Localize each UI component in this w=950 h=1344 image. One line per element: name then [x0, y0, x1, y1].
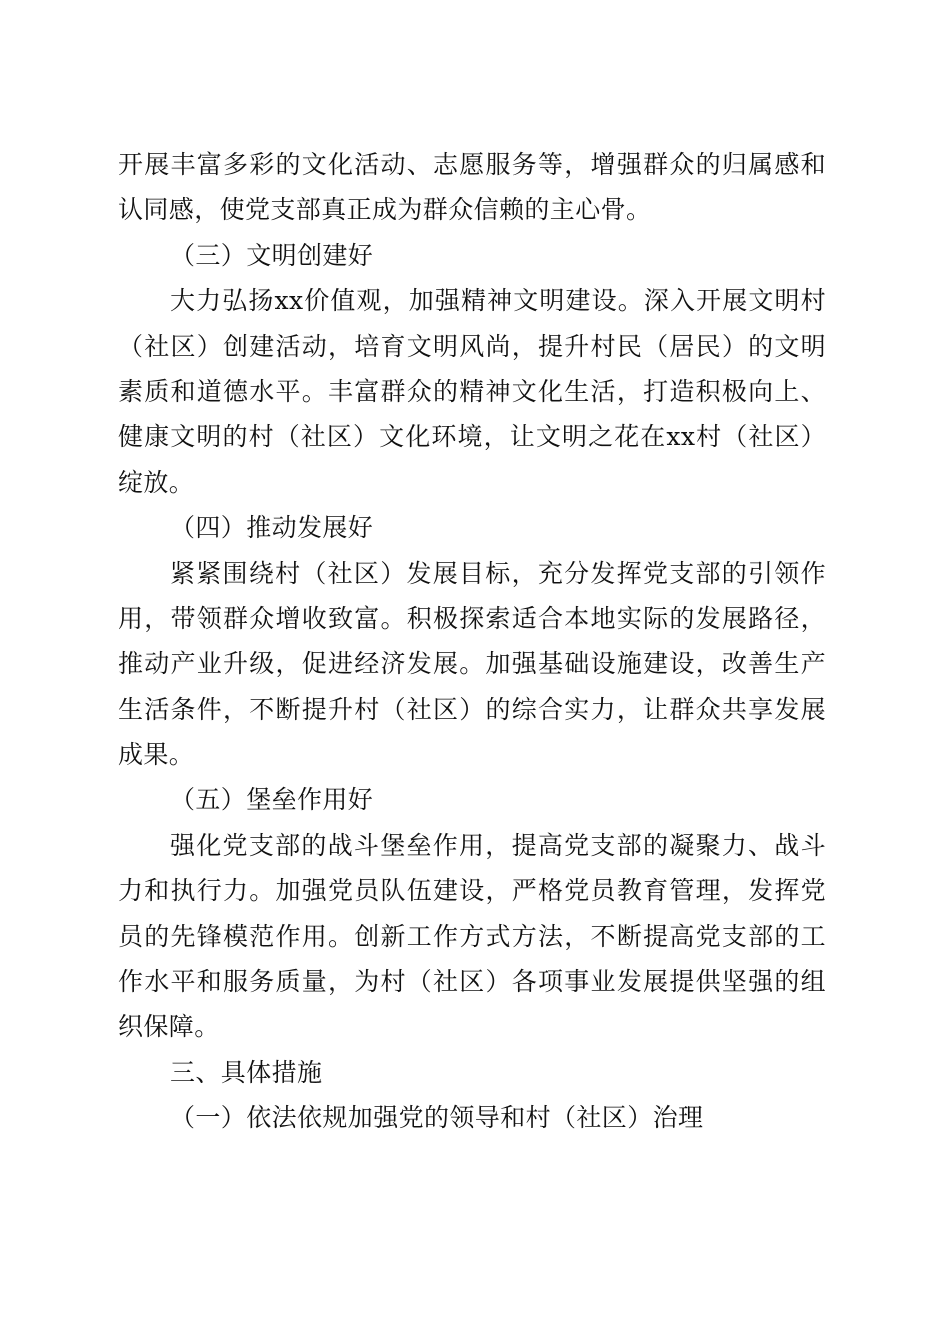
- subsection-heading-baolei: （五）堡垒作用好: [170, 785, 374, 815]
- section-heading-juti-cuoshi: 三、具体措施: [170, 1057, 323, 1087]
- subsection-heading-yifa: （一）依法依规加强党的领导和村（社区）治理: [170, 1103, 704, 1133]
- paragraph-line: 成果。: [118, 740, 195, 770]
- paragraph-line: 紧紧围绕村（社区）发展目标，充分发挥党支部的引领作: [170, 558, 826, 588]
- paragraph-line: 作水平和服务质量，为村（社区）各项事业发展提供坚强的组: [118, 967, 826, 997]
- document-body: [118, 142, 826, 1141]
- paragraph-line: 推动产业升级，促进经济发展。加强基础设施建设，改善生产: [118, 649, 826, 679]
- paragraph-line: 认同感，使党支部真正成为群众信赖的主心骨。: [118, 195, 652, 225]
- subsection-heading-fazhan: （四）推动发展好: [170, 513, 374, 543]
- paragraph-line: 强化党支部的战斗堡垒作用，提高党支部的凝聚力、战斗: [170, 830, 826, 860]
- paragraph-line: 生活条件，不断提升村（社区）的综合实力，让群众共享发展: [118, 694, 826, 724]
- paragraph-line: 织保障。: [118, 1012, 220, 1042]
- paragraph-line: 大力弘扬xx价值观，加强精神文明建设。深入开展文明村: [170, 286, 826, 316]
- paragraph-line: 员的先锋模范作用。创新工作方式方法，不断提高党支部的工: [118, 921, 826, 951]
- paragraph-line: 力和执行力。加强党员队伍建设，严格党员教育管理，发挥党: [118, 876, 826, 906]
- subsection-heading-wenming: （三）文明创建好: [170, 240, 374, 270]
- paragraph-line: 开展丰富多彩的文化活动、志愿服务等，增强群众的归属感和: [118, 150, 826, 179]
- paragraph-line: 素质和道德水平。丰富群众的精神文化生活，打造积极向上、: [118, 376, 826, 406]
- paragraph-line: 绽放。: [118, 467, 195, 497]
- paragraph-line: 用，带领群众增收致富。积极探索适合本地实际的发展路径，: [118, 603, 826, 633]
- paragraph-line: 健康文明的村（社区）文化环境，让文明之花在xx村（社区）: [118, 422, 826, 452]
- paragraph-line: （社区）创建活动，培育文明风尚，提升村民（居民）的文明: [118, 331, 826, 361]
